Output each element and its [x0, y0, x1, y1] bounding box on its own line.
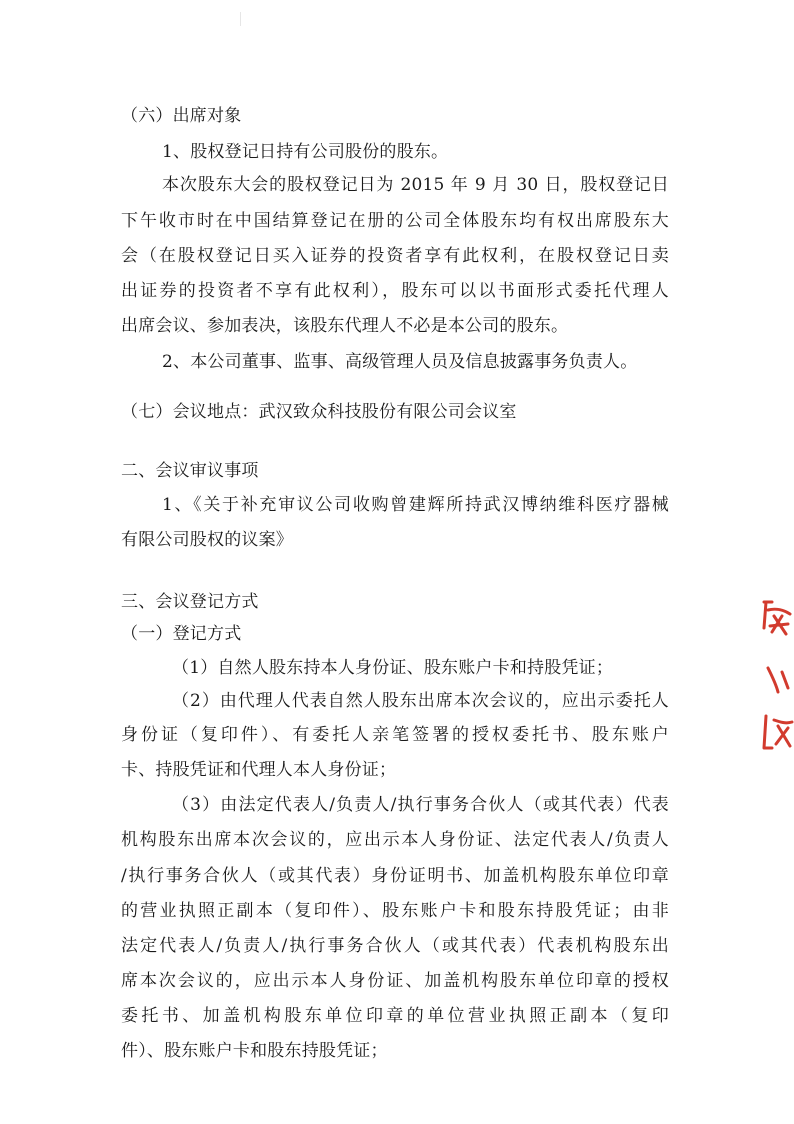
registration-item-3-line: /执行事务合伙人（或其代表）身份证明书、加盖机构股东单位印章 — [121, 866, 669, 886]
registration-item-3-line: 件）、股东账户卡和股东持股凭证； — [121, 1041, 388, 1061]
section-6-paragraph-line: 本次股东大会的股权登记日为 2015 年 9 月 30 日，股权登记日 — [162, 175, 669, 195]
registration-item-3-line: （3）由法定代表人/负责人/执行事务合伙人（或其代表）代表 — [172, 795, 669, 815]
company-seal-fragment — [760, 598, 794, 766]
section-3-heading: 三、会议登记方式 — [121, 592, 259, 612]
registration-item-3-line: 委托书、加盖机构股东单位印章的单位营业执照正副本（复印 — [121, 1006, 669, 1026]
section-6-paragraph-line: 会（在股权登记日买入证券的投资者享有此权利，在股权登记日卖 — [121, 246, 669, 266]
section-2-item-1-line: 有限公司股权的议案》 — [121, 530, 293, 550]
section-6-heading: （六）出席对象 — [121, 106, 242, 126]
section-6-paragraph-line: 下午收市时在中国结算登记在册的公司全体股东均有权出席股东大 — [121, 211, 669, 231]
section-6-item-1: 1、股权登记日持有公司股份的股东。 — [162, 142, 449, 162]
registration-item-3-line: 法定代表人/负责人/执行事务合伙人（或其代表）代表机构股东出 — [121, 936, 669, 956]
section-7-heading: （七）会议地点：武汉致众科技股份有限公司会议室 — [121, 402, 517, 422]
registration-item-1: （1）自然人股东持本人身份证、股东账户卡和持股凭证； — [172, 658, 614, 678]
section-3-subheading: （一）登记方式 — [121, 624, 242, 644]
section-2-item-1-line: 1、《关于补充审议公司收购曾建辉所持武汉博纳维科医疗器械 — [162, 495, 669, 515]
registration-item-2-line: 身份证（复印件）、有委托人亲笔签署的授权委托书、股东账户 — [121, 725, 669, 745]
scan-mark — [240, 12, 241, 26]
registration-item-3-line: 机构股东出席本次会议的，应出示本人身份证、法定代表人/负责人 — [121, 830, 669, 850]
section-6-item-2: 2、本公司董事、监事、高级管理人员及信息披露事务负责人。 — [162, 352, 638, 372]
section-6-paragraph-line: 出席会议、参加表决，该股东代理人不必是本公司的股东。 — [121, 316, 569, 336]
section-6-paragraph-line: 出证券的投资者不享有此权利），股东可以以书面形式委托代理人 — [121, 281, 669, 301]
section-2-heading: 二、会议审议事项 — [121, 461, 259, 481]
registration-item-2-line: （2）由代理人代表自然人股东出席本次会议的，应出示委托人 — [172, 691, 669, 711]
registration-item-2-line: 卡、持股凭证和代理人本人身份证； — [121, 760, 397, 780]
registration-item-3-line: 的营业执照正副本（复印件）、股东账户卡和股东持股凭证；由非 — [121, 901, 669, 921]
registration-item-3-line: 席本次会议的，应出示本人身份证、加盖机构股东单位印章的授权 — [121, 971, 669, 991]
